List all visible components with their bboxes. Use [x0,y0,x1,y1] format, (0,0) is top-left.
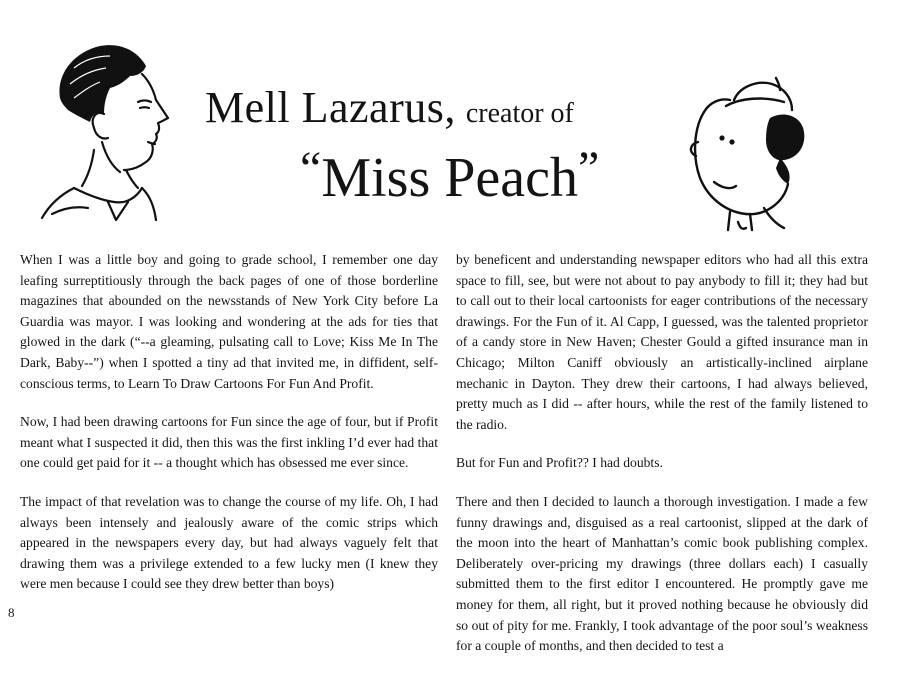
close-quote: ” [577,142,600,195]
paragraph: Now, I had been drawing cartoons for Fun since the age of four, but if Profit meant what I suspected it did, then this was the first inkling I’d ever had that one could get paid for it -- a thought which has obsessed me ever since. [20,414,438,471]
open-quote: “ [300,142,322,195]
paragraph: by beneficent and understanding newspaper editors who had all this extra space to fill, see, but were not about to pay anybody to fill it; they had but to call out to their local cartoonists for eager contributions of the necessary drawings. For the Fun of it. Al Capp, I guessed, was the talented proprietor of a candy store in New Haven; Chester Gould a gifted insurance man in Chicago; Milton Caniff obviously an artistically-inclined airplane mechanic in Dayton. They drew their cartoons, I had always believed, pretty much as I did -- after hours, while the rest of the family listened to the radio. [456,252,868,432]
artist-name: Mell Lazarus, [205,83,456,132]
creator-of-text: creator of [465,98,574,129]
title-line-1 [205,83,574,132]
strip-title [300,142,600,209]
left-column [20,250,438,613]
paragraph: There and then I decided to launch a thorough investigation. I made a few funny drawings and, disguised as a real cartoonist, slipped at the dark of the moon into the heart of Manhattan’s comic book publishing complex. Deliberately over-pricing my drawings (three dollars each) I casually submitted them to the first editor I encountered. He promptly gave me money for them, all right, but it proved nothing because he obviously did so out of pity for me. Frankly, I took advantage of the poor soul’s weakness for a couple of months, and then decided to test a [456,493,868,654]
mell-lazarus-portrait-illustration [34,38,194,228]
strip-title-text: Miss Peach [321,147,578,209]
page-number: 8 [8,605,15,620]
paragraph: When I was a little boy and going to grade school, I remember one day leafing surreptitiously through the back pages of one of those borderline magazines that abounded on the newsstands of New York City before La Guardia was mayor. I was looking and wondering at the ads for ties that glowed in the dark (“--a gleaming, pulsating call to Love; Kiss Me In The Dark, Baby--”) when I spotted a tiny ad that invited me, in diffident, self-conscious terms, to Learn To Draw Cartoons For Fun And Profit. [20,252,438,391]
miss-peach-character-illustration [680,72,810,232]
right-column [456,250,868,675]
paragraph: But for Fun and Profit?? I had doubts. [456,455,663,471]
paragraph: The impact of that revelation was to change the course of my life. Oh, I had always been intensely and jealously aware of the comic strips which appeared in the newspapers every day, but had always vaguely felt that drawing them was a privilege extended to a few lucky men (I knew they were men because I could see they drew better than boys) [20,493,438,592]
